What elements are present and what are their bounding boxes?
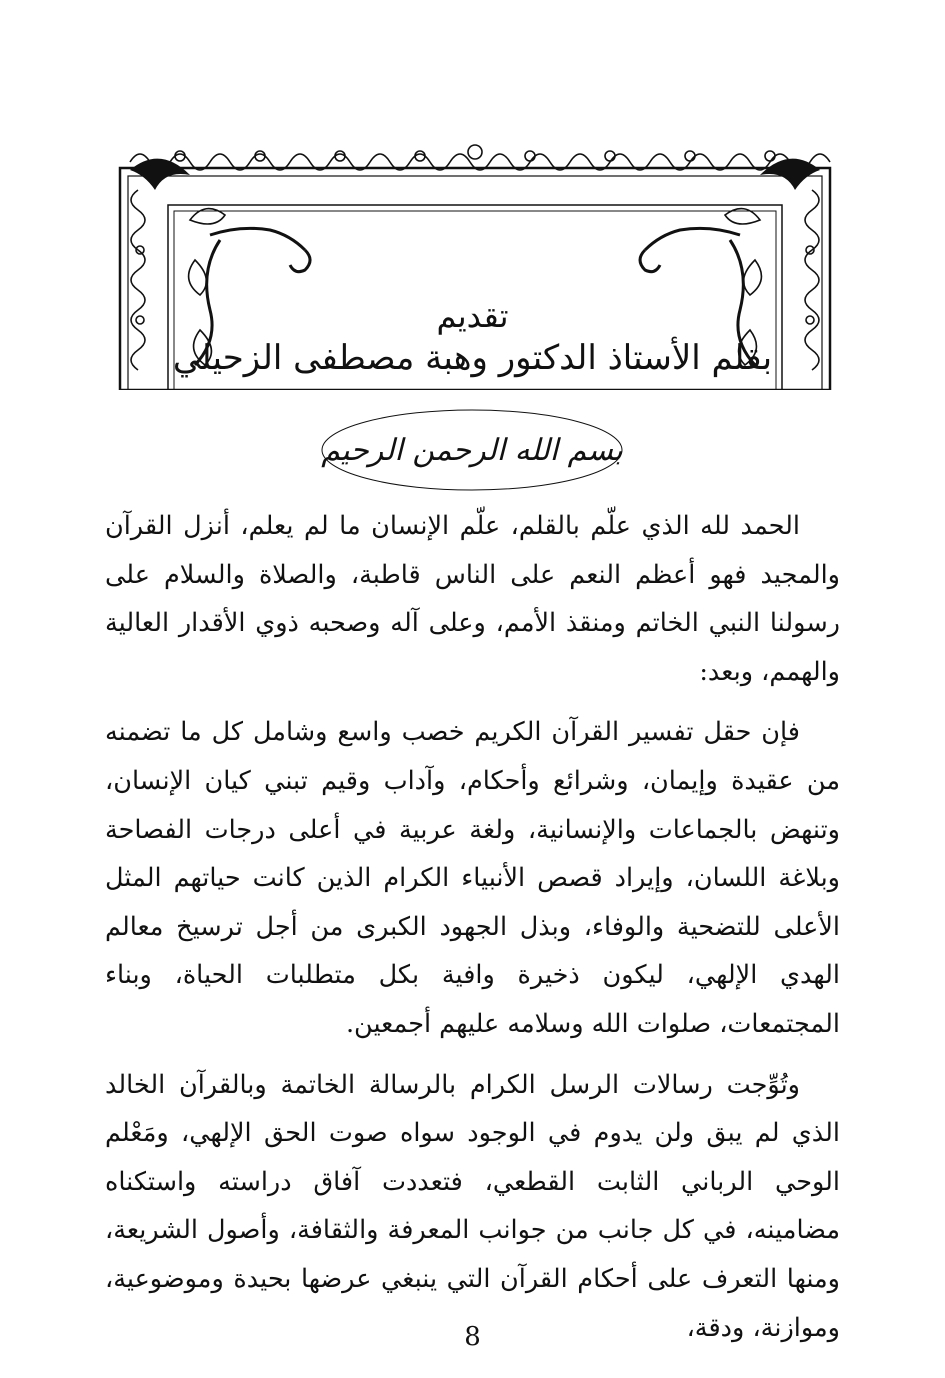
- preface-title: تقديم: [436, 297, 509, 335]
- page-number: 8: [464, 1322, 481, 1352]
- body-text: [105, 502, 840, 1364]
- basmala-text: بسم الله الرحمن الرحيم: [321, 433, 623, 468]
- preface-author-line: بقلم الأستاذ الدكتور وهبة مصطفى الزحيلي: [172, 338, 773, 378]
- basmala-ornament: [315, 400, 630, 495]
- paragraph: الحمد لله الذي علّم بالقلم، علّم الإنسان ما لم يعلم، أنزل القرآن والمجيد فهو أعظم النعم على الناس قاطبة، والصلاة والسلام على رسولنا النبي الخاتم ومنقذ الأمم، وعلى آله وصحبه ذوي الأقدار العالية والهمم، وبعد:: [105, 511, 840, 687]
- paragraph: فإن حقل تفسير القرآن الكريم خصب واسع وشامل كل ما تضمنه من عقيدة وإيمان، وشرائع وأحكام، وآداب وقيم تبني كيان الإنسان، وتنهض بالجماعات والإنسانية، ولغة عربية في أعلى درجات الفصاحة وبلاغة اللسان، وإيراد قصص الأنبياء الكرام الذين كانت حياتهم المثل الأعلى للتضحية والوفاء، وبذل الجهود الكبرى من أجل ترسيخ معالم الهدي الإلهي، ليكون ذخيرة وافية بكل متطلبات الحياة، وبناء المجتمعات، صلوات الله وسلامه عليهم أجمعين.: [105, 717, 840, 1039]
- paragraph: وتُوِّجت رسالات الرسل الكرام بالرسالة الخاتمة وبالقرآن الخالد الذي لم يبق ولن يدوم في الوجود سواه صوت الحق الإلهي، ومَعْلم الوحي الرباني الثابت القطعي، فتعددت آفاق دراسته واستكناه مضامينه، في كل جانب من جوانب المعرفة والثقافة، وأصول الشريعة، ومنها التعرف على أحكام القرآن التي ينبغي عرضها بحيدة وموضوعية، وموازنة، ودقة،: [105, 1069, 840, 1343]
